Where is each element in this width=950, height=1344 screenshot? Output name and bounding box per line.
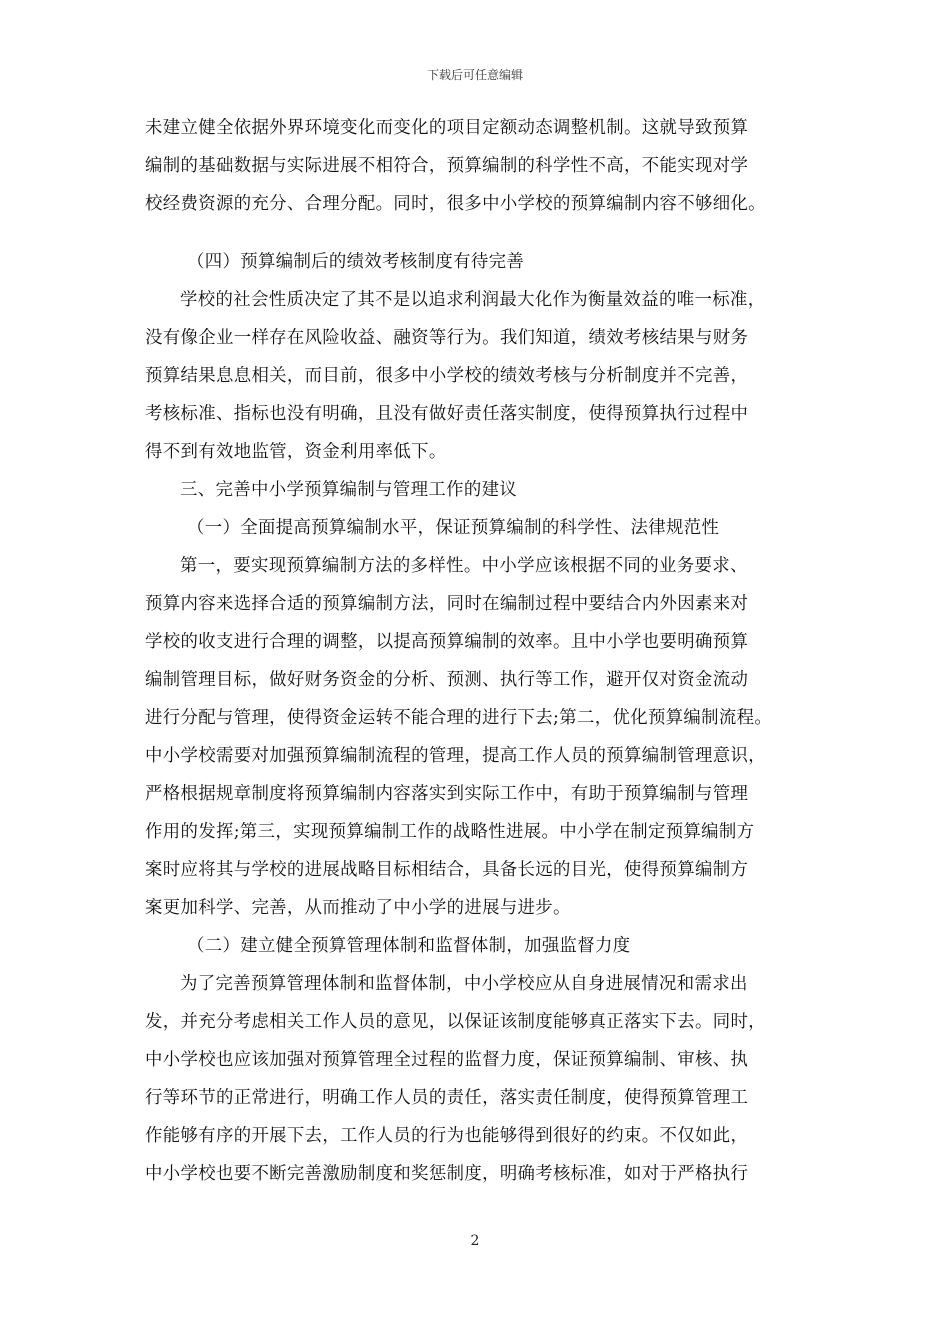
text-line: 中小学校需要对加强预算编制流程的管理，提高工作人员的预算编制管理意识， xyxy=(145,746,766,766)
text-line: 中小学校也应该加强对预算管理全过程的监督力度，保证预算编制、审核、执 xyxy=(145,1050,749,1070)
text-line: 作用的发挥;第三，实现预算编制工作的战略性进展。中小学在制定预算编制方 xyxy=(145,822,755,842)
text-line: 编制的基础数据与实际进展不相符合，预算编制的科学性不高，不能实现对学 xyxy=(145,156,749,176)
text-line: 行等环节的正常进行，明确工作人员的责任，落实责任制度，使得预算管理工 xyxy=(145,1088,749,1108)
text-line: 发，并充分考虑相关工作人员的意见，以保证该制度能够真正落实下去。同时， xyxy=(145,1012,766,1032)
page-header: 下载后可任意编辑 xyxy=(426,68,523,82)
page-number: 2 xyxy=(470,1233,480,1249)
paragraph-first-line: 第一，要实现预算编制方法的多样性。中小学应该根据不同的业务要求、 xyxy=(180,556,748,576)
text-line: 案时应将其与学校的进展战略目标相结合，具备长远的目光，使得预算编制方 xyxy=(145,860,749,880)
text-line: 没有像企业一样存在风险收益、融资等行为。我们知道，绩效考核结果与财务 xyxy=(145,328,749,348)
subsection-heading-1: （一）全面提高预算编制水平，保证预算编制的科学性、法律规范性 xyxy=(187,518,720,538)
text-line: 中小学校也要不断完善激励制度和奖惩制度，明确考核标准，如对于严格执行 xyxy=(145,1164,749,1184)
text-line: 预算内容来选择合适的预算编制方法，同时在编制过程中要结合内外因素来对 xyxy=(145,594,749,614)
body-text xyxy=(145,118,835,1202)
text-line: 作能够有序的开展下去，工作人员的行为也能够得到很好的约束。不仅如此， xyxy=(145,1126,749,1146)
text-line: 严格根据规章制度将预算编制内容落实到实际工作中，有助于预算编制与管理 xyxy=(145,784,749,804)
text-line: 学校的收支进行合理的调整，以提高预算编制的效率。且中小学也要明确预算 xyxy=(145,632,749,652)
paragraph-first-line: 学校的社会性质决定了其不是以追求利润最大化作为衡量效益的唯一标准， xyxy=(180,290,766,310)
paragraph-first-line: 为了完善预算管理体制和监督体制，中小学校应从自身进展情况和需求出 xyxy=(180,974,748,994)
section-heading-3: 三、完善中小学预算编制与管理工作的建议 xyxy=(180,480,518,500)
text-line: 未建立健全依据外界环境变化而变化的项目定额动态调整机制。这就导致预算 xyxy=(145,118,749,138)
text-line: 进行分配与管理，使得资金运转不能合理的进行下去;第二，优化预算编制流程。 xyxy=(145,708,773,728)
text-line: 预算结果息息相关，而目前，很多中小学校的绩效考核与分析制度并不完善， xyxy=(145,366,749,386)
text-line: 得不到有效地监管，资金利用率低下。 xyxy=(145,442,447,462)
section-heading-4: （四）预算编制后的绩效考核制度有待完善 xyxy=(187,252,525,272)
text-line: 校经费资源的充分、合理分配。同时，很多中小学校的预算编制内容不够细化。 xyxy=(145,194,766,214)
text-line: 考核标准、指标也没有明确，且没有做好责任落实制度，使得预算执行过程中 xyxy=(145,404,749,424)
text-line: 案更加科学、完善，从而推动了中小学的进展与进步。 xyxy=(145,898,571,918)
text-line: 编制管理目标，做好财务资金的分析、预测、执行等工作，避开仅对资金流动 xyxy=(145,670,749,690)
subsection-heading-2: （二）建立健全预算管理体制和监督体制，加强监督力度 xyxy=(187,936,631,956)
paragraph-gap xyxy=(145,232,835,252)
